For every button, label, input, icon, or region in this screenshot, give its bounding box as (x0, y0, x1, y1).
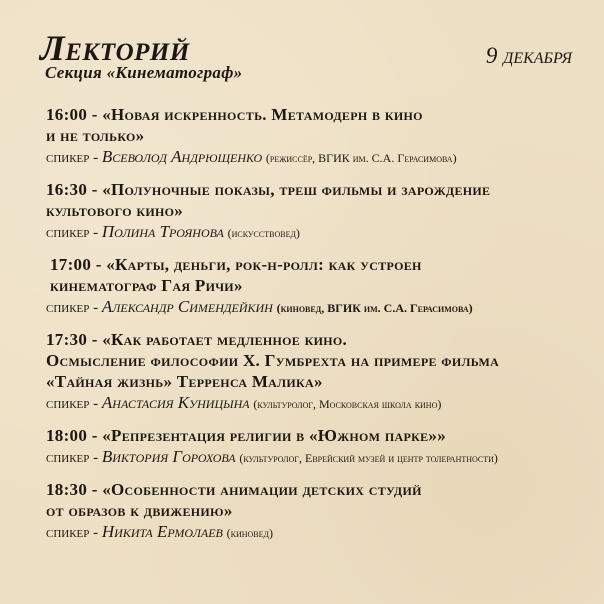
event-date: 9 декабря (485, 43, 572, 68)
section-subtitle: Секция «Кинематограф» (45, 63, 243, 82)
lecture-title-line: от образов к движению» (46, 501, 233, 520)
lecture-title (46, 329, 586, 392)
speaker-line (46, 448, 586, 467)
speaker-name: Никита Ермолаев (101, 522, 223, 541)
speaker-name: Александр Симендейкин (101, 297, 273, 316)
speaker-line (46, 298, 586, 317)
speaker-name: Анастасия Куницына (101, 393, 250, 412)
speaker-prefix: спикер - (46, 225, 102, 241)
speaker-line (46, 148, 586, 167)
speaker-name: Всеволод Андрющенко (101, 147, 263, 166)
lecture-title-line: 18:30 - «Особенности анимации детских студий (46, 480, 422, 499)
speaker-name: Виктория Горохова (101, 447, 236, 466)
lecture-title-line: 18:00 - «Репрезентация религии в «Южном парке»» (46, 426, 446, 445)
schedule-item (46, 254, 586, 317)
speaker-line (46, 394, 586, 413)
lecture-title-line: культового кино» (46, 201, 184, 220)
speaker-line (46, 523, 586, 542)
lecture-title-line: кинематограф Гая Ричи» (50, 276, 243, 295)
lecture-title-line: 17:30 - «Как работает медленное кино. (46, 330, 348, 349)
speaker-prefix: спикер - (46, 450, 102, 466)
lecture-title-line: 17:00 - «Карты, деньги, рок-н-ролл: как устроен (50, 255, 422, 274)
lecture-title-line: Осмысление философии Х. Гумбрехта на примере фильма (46, 351, 500, 370)
lecture-title (46, 254, 586, 296)
lecture-title-line: и не только» (46, 126, 145, 145)
speaker-role: (киновед) (226, 526, 273, 540)
schedule-item (46, 179, 586, 242)
schedule-item (46, 479, 586, 542)
lecture-title (46, 104, 586, 146)
lecture-title (46, 179, 586, 221)
lecture-title (46, 425, 586, 446)
speaker-role: (культуролог, Еврейский музей и центр толерантности) (239, 451, 498, 465)
speaker-prefix: спикер - (46, 525, 102, 541)
speaker-role: (режиссёр, ВГИК им. С.А. Герасимова) (265, 151, 457, 165)
speaker-name: Полина Троянова (101, 222, 224, 241)
speaker-prefix: спикер - (46, 300, 102, 316)
speaker-role: (киновед, ВГИК им. С.А. Герасимова) (276, 301, 473, 315)
speaker-role: (культуролог, Московская школа кино) (253, 397, 442, 411)
lecture-title (46, 479, 586, 521)
schedule-item (46, 104, 586, 167)
speaker-line (46, 223, 586, 242)
schedule-item (46, 425, 586, 467)
speaker-prefix: спикер - (46, 150, 102, 166)
lecture-title-line: 16:00 - «Новая искренность. Метамодерн в кино (46, 105, 423, 124)
speaker-role: (искусствовед) (227, 226, 300, 240)
lecture-title-line: 16:30 - «Полуночные показы, треш фильмы и зарождение (46, 180, 491, 199)
page-title: Лекторий (40, 28, 190, 68)
schedule-list (46, 104, 586, 554)
schedule-item (46, 329, 586, 413)
lecture-title-line: «Тайная жизнь» Терренса Малика» (46, 372, 323, 391)
speaker-prefix: спикер - (46, 396, 102, 412)
